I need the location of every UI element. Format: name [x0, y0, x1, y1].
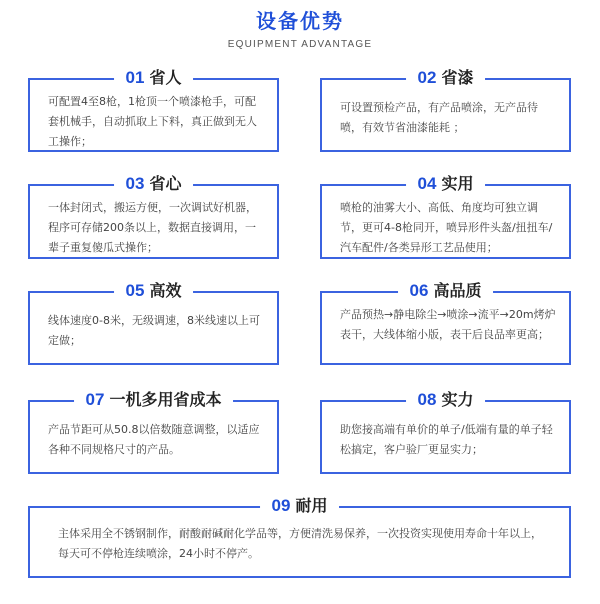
card-number: 01 [125, 68, 145, 87]
advantage-card-09 [28, 496, 571, 578]
card-number: 04 [417, 174, 437, 193]
card-number: 02 [417, 68, 437, 87]
card-title: 省心 [149, 174, 182, 193]
card-heading [114, 280, 194, 302]
card-text: 一体封闭式，搬运方便，一次调试好机器，程序可存储200条以上，数据直接调用，一辈子重复傻瓜式操作； [48, 201, 257, 254]
card-heading [406, 173, 486, 195]
page-title: 设备优势 [256, 9, 344, 33]
card-text: 可配置4至8枪，1枪顶一个喷漆枪手，可配套机械手，自动抓取上下料，真正做到无人工操作； [48, 95, 257, 148]
advantage-card-04 [320, 174, 571, 259]
card-title: 高效 [149, 281, 182, 300]
advantage-card-08 [320, 390, 571, 474]
advantage-card-07 [28, 390, 279, 474]
card-heading [114, 67, 194, 89]
card-text: 主体采用全不锈钢制作，耐酸耐碱耐化学品等，方便清洗易保养，一次投资实现使用寿命十年以上，每天可不停枪连续喷涂，24小时不停产。 [58, 527, 542, 560]
page-header [0, 8, 600, 52]
card-title: 高品质 [433, 281, 482, 300]
advantage-card-01 [28, 68, 279, 152]
card-number: 05 [125, 281, 145, 300]
card-text: 产品节距可从50.8以倍数随意调整，以适应各种不同规格尺寸的产品。 [48, 423, 260, 456]
card-heading [260, 495, 340, 517]
page-subtitle: EQUIPMENT ADVANTAGE [227, 39, 373, 50]
card-heading [406, 389, 486, 411]
card-heading [398, 280, 494, 302]
card-text: 助您接高端有单价的单子/低端有量的单子轻松搞定，客户验厂更显实力； [340, 423, 553, 456]
card-text: 可设置预检产品，有产品喷涂，无产品待喷，有效节省油漆能耗 ； [340, 101, 538, 134]
card-number: 07 [85, 390, 105, 409]
card-number: 06 [409, 281, 429, 300]
card-title: 省漆 [441, 68, 474, 87]
card-text: 线体速度0-8米，无级调速，8米线速以上可定做； [48, 314, 260, 347]
card-title: 一机多用省成本 [109, 390, 222, 409]
card-heading [74, 389, 234, 411]
card-title: 耐用 [295, 496, 328, 515]
card-heading [406, 67, 486, 89]
card-text: 产品预热→静电除尘→喷涂→流平→20m烤炉表干，大线体缩小版，表干后良品率更高； [340, 308, 556, 341]
card-number: 03 [125, 174, 145, 193]
card-heading [114, 173, 194, 195]
card-title: 实用 [441, 174, 474, 193]
card-number: 09 [271, 496, 291, 515]
advantage-card-02 [320, 68, 571, 152]
advantage-card-03 [28, 174, 279, 259]
card-number: 08 [417, 390, 437, 409]
card-title: 省人 [149, 68, 182, 87]
advantage-card-06 [320, 281, 571, 365]
card-text: 喷枪的油雾大小、高低、角度均可独立调节，更可4-8枪同开，喷异形件头盔/扭扭车/汽车配件/各类异形工艺品使用； [340, 201, 553, 254]
card-title: 实力 [441, 390, 474, 409]
advantage-card-05 [28, 281, 279, 365]
